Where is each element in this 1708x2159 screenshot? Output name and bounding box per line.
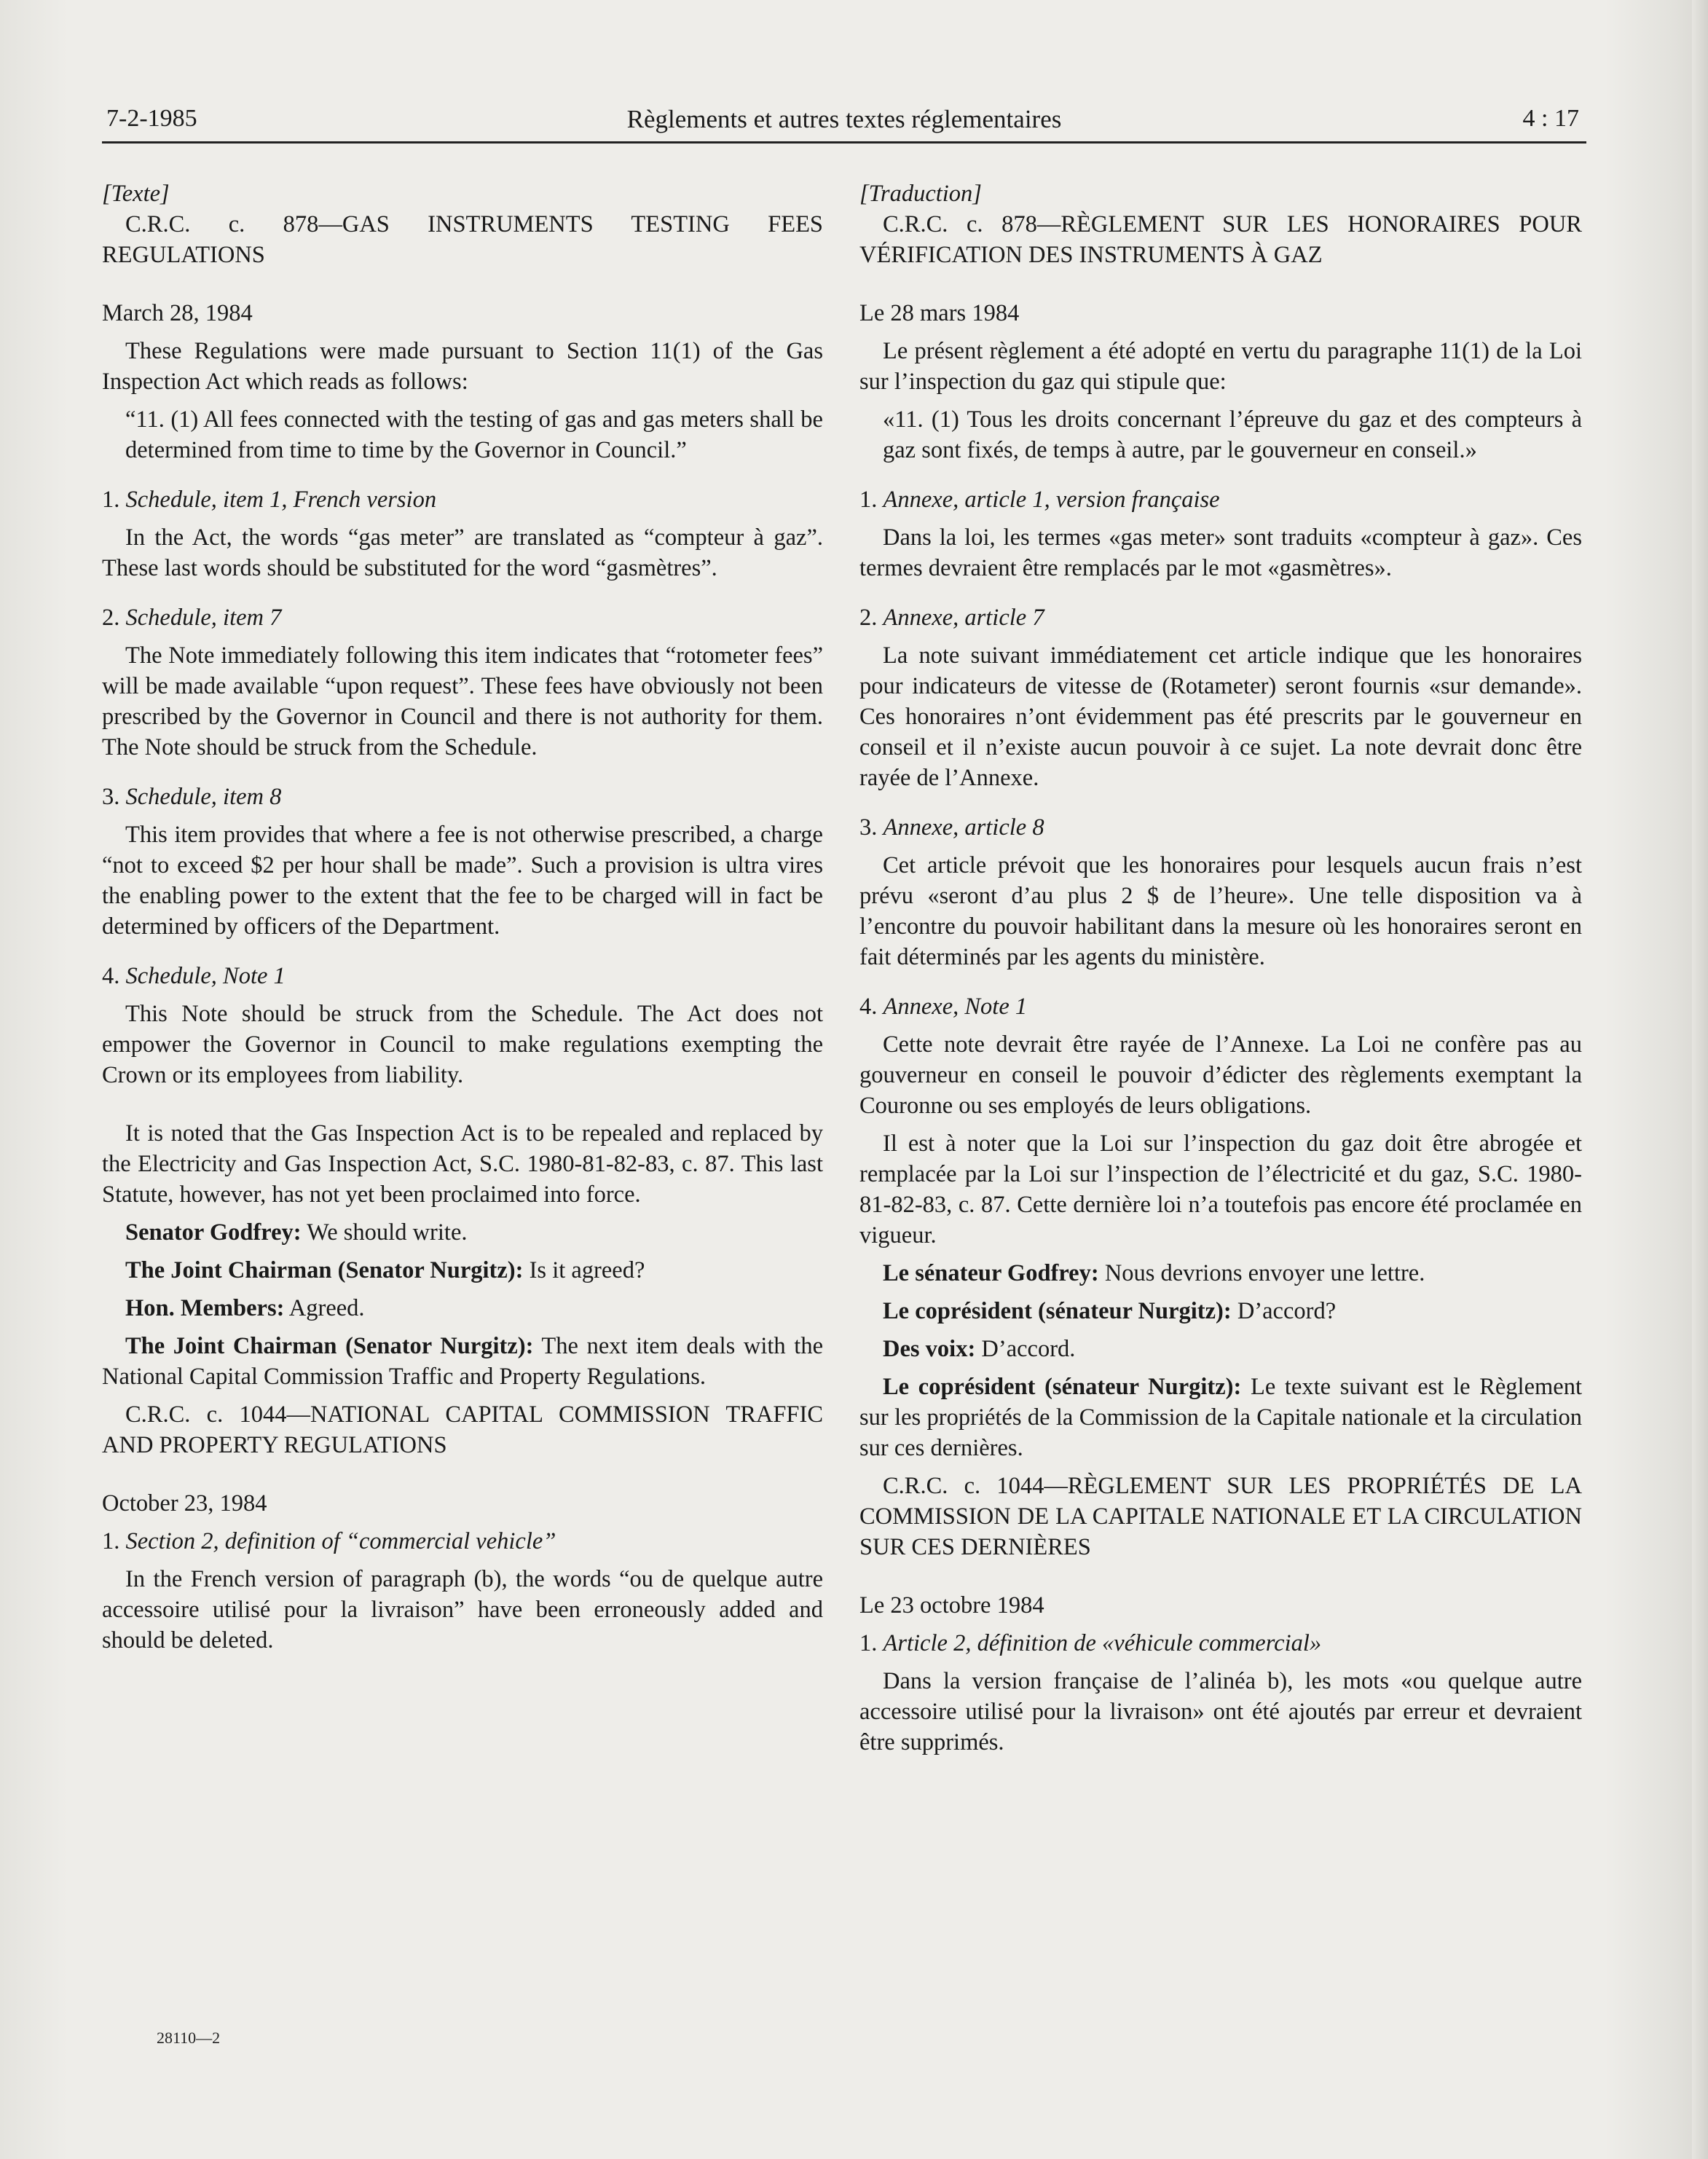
note-paragraph: It is noted that the Gas Inspection Act is to be repealed and replaced by the Electricity and Gas Inspection Act, S.C. 1980-81-82-83, c. 87. This last Statute, however, has not yet been proclaimed into force. [102, 1120, 823, 1208]
regulation-date: Le 28 mars 1984 [859, 300, 1020, 326]
french-column [859, 178, 1582, 1758]
item-heading: 3. Annexe, article 8 [859, 814, 1044, 841]
statute-quote: “11. (1) All fees connected with the testing of gas and gas meters shall be determined from time to time by the Governor in Council.” [125, 406, 823, 463]
item-text: Dans la version française de l’alinéa b), les mots «ou quelque autre accessoire utilisé pour la livraison» ont été ajoutés par erreur et devraient être supprimés. [859, 1668, 1582, 1755]
translation-label: [Traduction] [859, 181, 982, 207]
item-text: In the French version of paragraph (b), the words “ou de quelque autre accessoire utilisé pour la livraison” have been erroneously added and should be deleted. [102, 1566, 823, 1653]
dialogue-line: The Joint Chairman (Senator Nurgitz): The next item deals with the National Capital Commission Traffic and Property Regulations. [102, 1333, 823, 1390]
dialogue-line: Le coprésident (sénateur Nurgitz): Le texte suivant est le Règlement sur les propriétés de la Commission de la Capitale nationale et la circulation sur ces dernières. [859, 1374, 1582, 1461]
note-paragraph: Il est à noter que la Loi sur l’inspection du gaz doit être abrogée et remplacée par la Loi sur l’inspection de l’électricité et du gaz, S.C. 1980-81-82-83, c. 87. Cette dernière loi n’a toutefois pas encore été proclamée en vigueur. [859, 1130, 1582, 1248]
item-text: Cet article prévoit que les honoraires pour lesquels aucun frais n’est prévu «seront d’au plus 2 $ de l’heure». Une telle disposition va à l’encontre du pouvoir habilitant dans la mesure où les honoraires seront en fait déterminés par les agents du ministère. [859, 852, 1582, 970]
item-text: Dans la loi, les termes «gas meter» sont traduits «compteur à gaz». Ces termes devraient être remplacés par le mot «gasmètres». [859, 524, 1582, 581]
intro-paragraph: These Regulations were made pursuant to Section 11(1) of the Gas Inspection Act which reads as follows: [102, 338, 823, 395]
item-text: This Note should be struck from the Schedule. The Act does not empower the Governor in Council to make regulations exempting the Crown or its employees from liability. [102, 1001, 823, 1088]
running-header [102, 105, 1586, 143]
dialogue-line: The Joint Chairman (Senator Nurgitz): Is it agreed? [125, 1257, 645, 1283]
item-heading: 4. Annexe, Note 1 [859, 994, 1028, 1020]
item-heading: 1. Annexe, article 1, version française [859, 487, 1220, 513]
print-code: 28110—2 [157, 2029, 221, 2047]
item-heading: 1. Section 2, definition of “commercial vehicle” [102, 1528, 556, 1554]
item-heading: 2. Schedule, item 7 [102, 605, 282, 631]
dialogue-line: Le sénateur Godfrey: Nous devrions envoyer une lettre. [883, 1260, 1425, 1286]
dialogue-line: Senator Godfrey: We should write. [125, 1219, 468, 1246]
dialogue-line: Le coprésident (sénateur Nurgitz): D’accord? [883, 1298, 1337, 1324]
regulation-title: C.R.C. c. 878—RÈGLEMENT SUR LES HONORAIRES POUR VÉRIFICATION DES INSTRUMENTS À GAZ [859, 211, 1582, 268]
header-title: Règlements et autres textes réglementaires [626, 105, 1062, 133]
item-heading: 1. Article 2, définition de «véhicule commercial» [859, 1630, 1322, 1656]
item-text: La note suivant immédiatement cet article indique que les honoraires pour indicateurs de vitesse de (Rotameter) seront fournis «sur demande». Ces honoraires n’ont évidemment pas été prescrits par le gouverneur en conseil et il n’existe aucun pouvoir à ce sujet. La note devrait donc être rayée de l’Annexe. [859, 642, 1582, 791]
header-date: 7-2-1985 [106, 105, 197, 132]
regulation-title: C.R.C. c. 1044—RÈGLEMENT SUR LES PROPRIÉTÉS DE LA COMMISSION DE LA CAPITALE NATIONALE ET LA CIRCULATION SUR CES DERNIÈRES [859, 1473, 1582, 1560]
regulation-title: C.R.C. c. 1044—NATIONAL CAPITAL COMMISSION TRAFFIC AND PROPERTY REGULATIONS [102, 1401, 823, 1458]
intro-paragraph: Le présent règlement a été adopté en vertu du paragraphe 11(1) de la Loi sur l’inspection du gaz qui stipule que: [859, 338, 1582, 395]
item-heading: 4. Schedule, Note 1 [102, 963, 286, 989]
dialogue-line: Hon. Members: Agreed. [125, 1295, 365, 1321]
item-text: The Note immediately following this item indicates that “rotometer fees” will be made available “upon request”. These fees have obviously not been prescribed by the Governor in Council and there is not authority for them. The Note should be struck from the Schedule. [102, 642, 823, 760]
regulation-date: March 28, 1984 [102, 300, 253, 326]
item-heading: 1. Schedule, item 1, French version [102, 487, 437, 513]
page-edge [1692, 0, 1708, 2159]
regulation-title: C.R.C. c. 878—GAS INSTRUMENTS TESTING FEES REGULATIONS [102, 211, 823, 268]
item-heading: 3. Schedule, item 8 [102, 784, 282, 810]
item-text: Cette note devrait être rayée de l’Annexe. La Loi ne confère pas au gouverneur en conseil le pouvoir d’édicter des règlements exemptant la Couronne ou ses employés de leurs obligations. [859, 1031, 1582, 1119]
text-label: [Texte] [102, 181, 170, 207]
statute-quote: «11. (1) Tous les droits concernant l’épreuve du gaz et des compteurs à gaz sont fixés, de temps à autre, par le gouverneur en conseil.» [883, 406, 1582, 463]
regulation-date: October 23, 1984 [102, 1490, 267, 1517]
dialogue-line: Des voix: D’accord. [883, 1336, 1076, 1362]
english-column [102, 178, 823, 1656]
item-heading: 2. Annexe, article 7 [859, 605, 1044, 631]
item-text: This item provides that where a fee is not otherwise prescribed, a charge “not to exceed $2 per hour shall be made”. Such a provision is ultra vires the enabling power to the extent that the fee to be charged will in fact be determined by officers of the Department. [102, 822, 823, 940]
header-page-number: 4 : 17 [1522, 105, 1579, 132]
regulation-date: Le 23 octobre 1984 [859, 1592, 1044, 1619]
item-text: In the Act, the words “gas meter” are translated as “compteur à gaz”. These last words should be substituted for the word “gasmètres”. [102, 524, 823, 581]
